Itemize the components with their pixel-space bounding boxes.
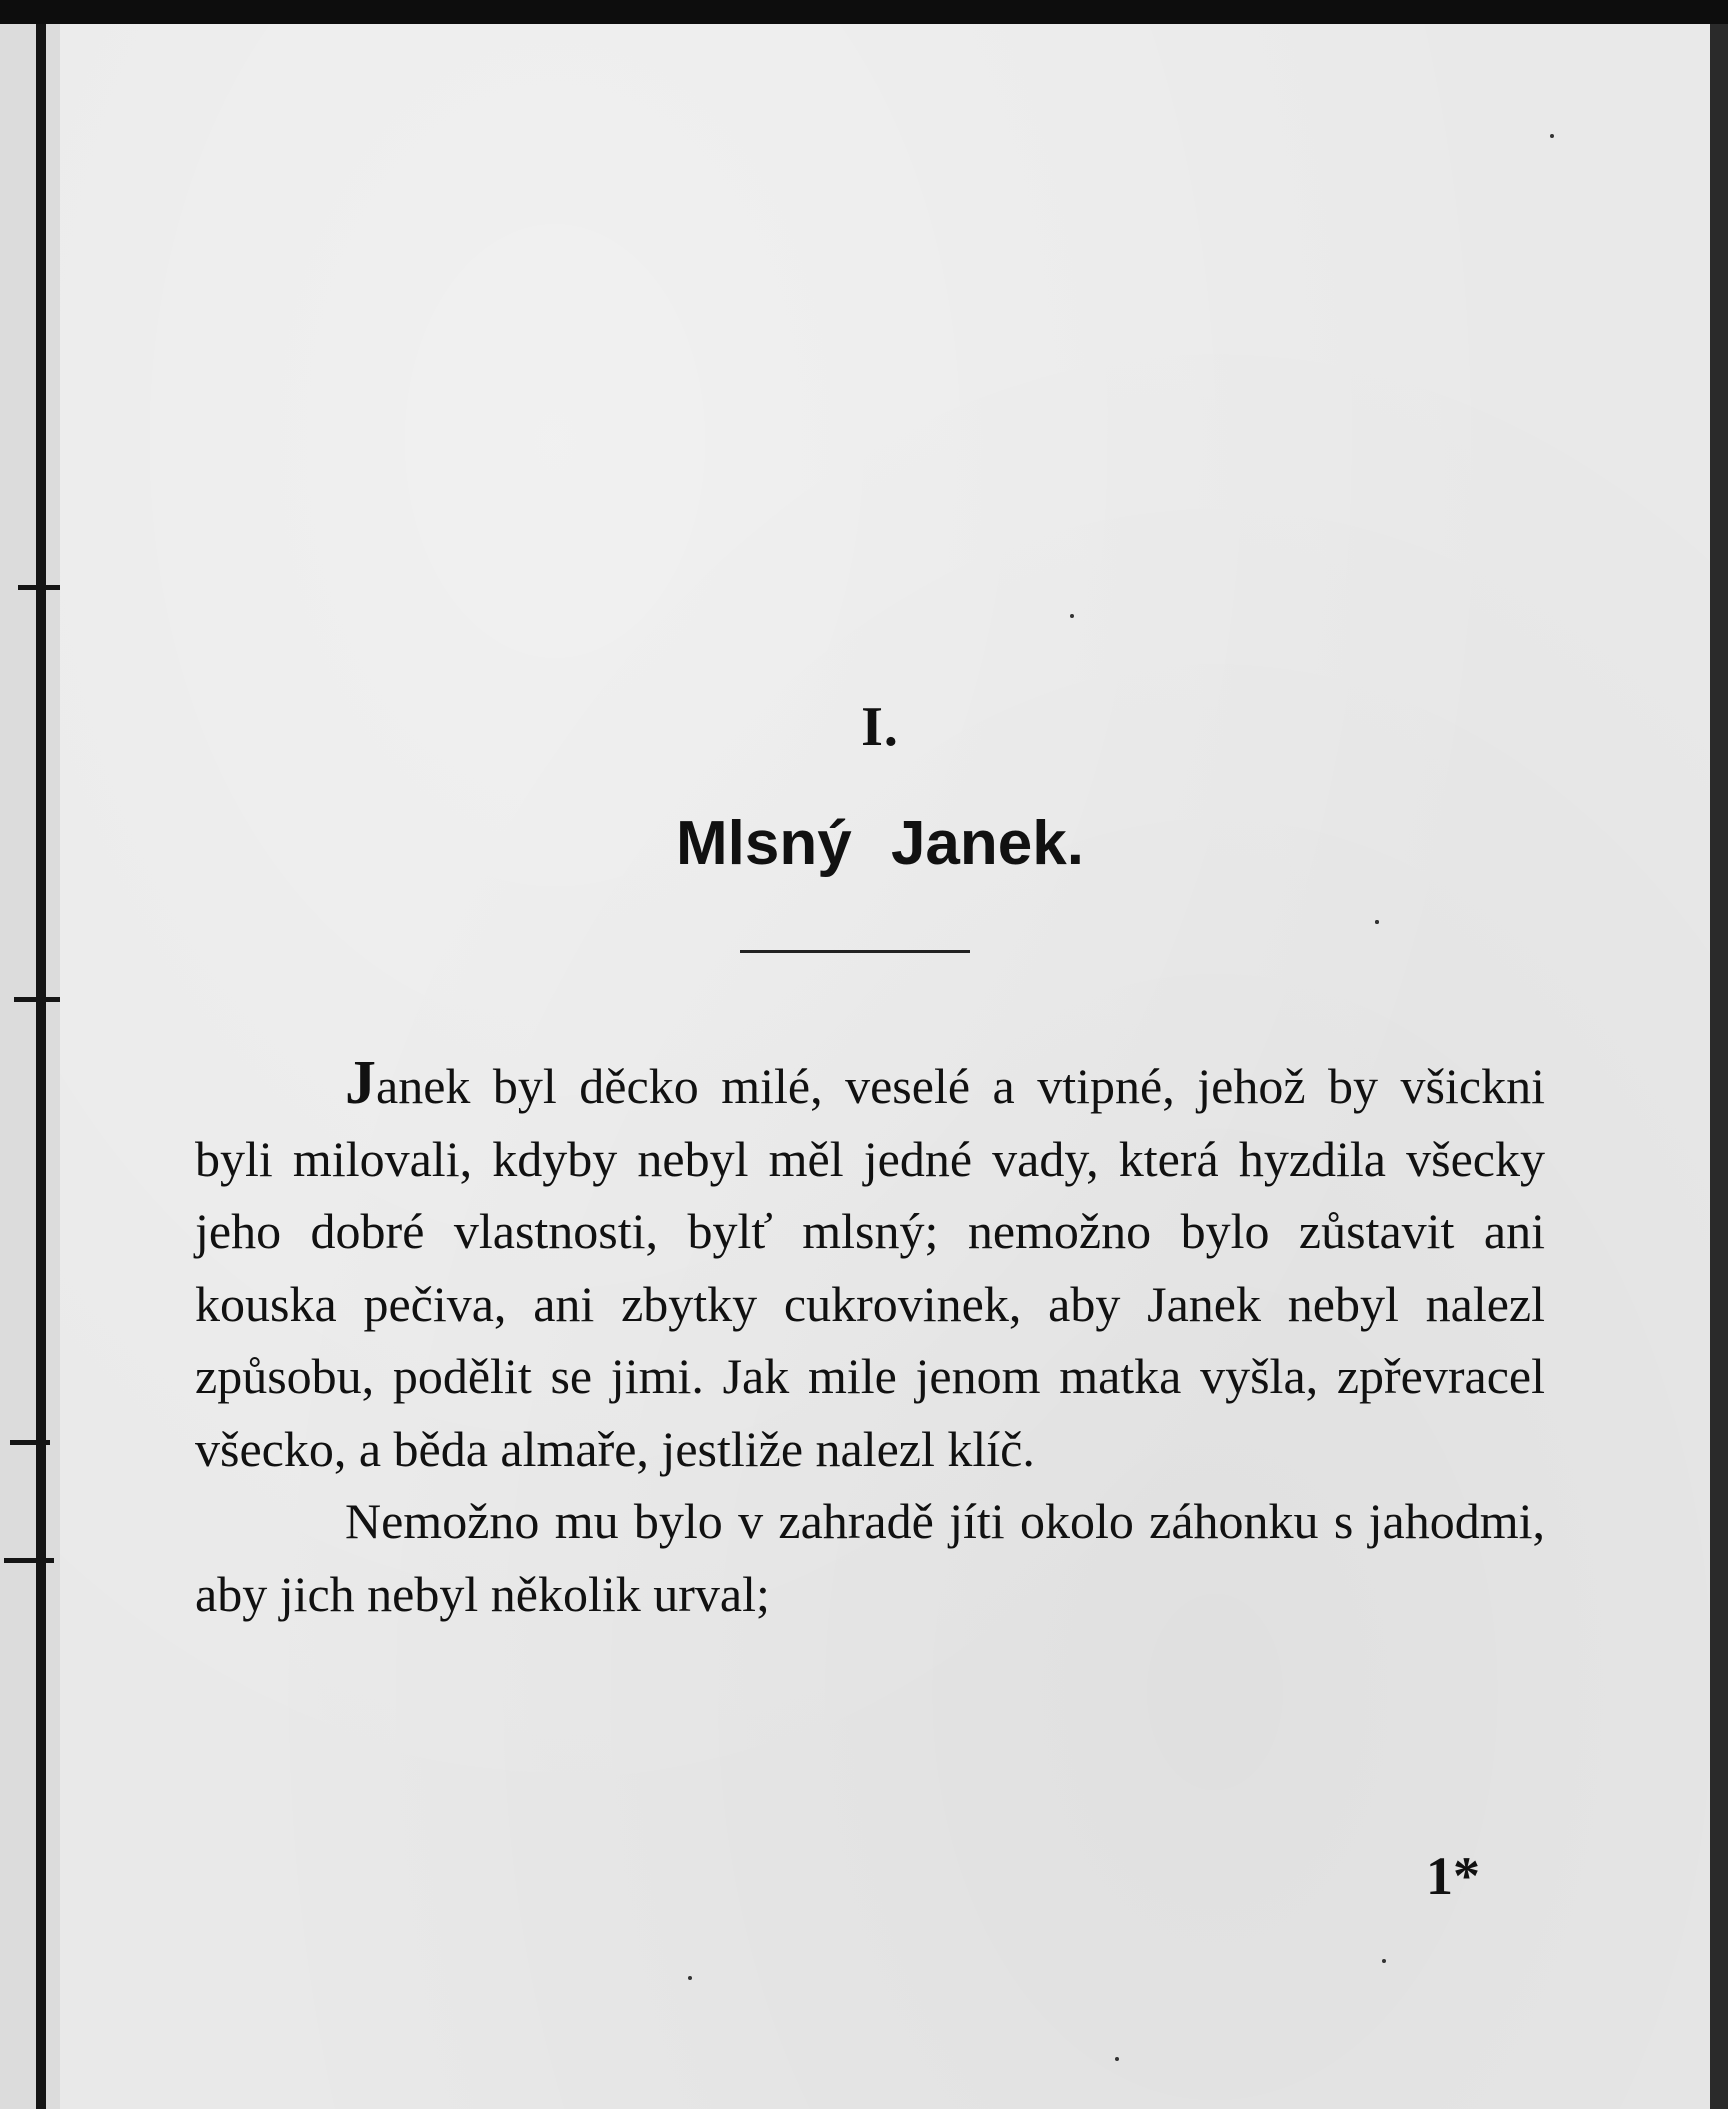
paragraph-1-text: anek byl děcko milé, veselé a vtipné, jehož by všickni byli milovali, kdyby nebyl měl jedné vady, která hyzdila všecky jeho dobré vlastnosti, bylť mlsný; nemožno bylo zůstavit ani kouska pečiva, ani zbytky cukrovinek, aby Janek nebyl nalezl způsobu, podělit se jimi. Jak mile jenom matka vyšla, zpřevracel všecko, a běda almaře, jestliže nalezl klíč. [195, 1058, 1545, 1477]
signature-mark: 1* [1426, 1846, 1480, 1906]
paragraph-1 [195, 1050, 1545, 1485]
binding-tick [18, 585, 60, 590]
title-divider [740, 950, 970, 953]
chapter-title: Mlsný Janek. [676, 809, 1084, 878]
binding-rule [36, 24, 46, 2109]
paragraph-2: Nemožno mu bylo v zahradě jíti okolo záhonku s jahodmi, aby jich nebyl několik urval; [195, 1493, 1545, 1622]
top-dark-edge [0, 0, 1728, 24]
paper-speck [1550, 134, 1554, 138]
paper-speck [1382, 1959, 1386, 1963]
paragraph-initial: J [345, 1049, 376, 1117]
left-margin-strip [0, 24, 60, 2109]
chapter-number: I. [861, 696, 899, 758]
body-text [195, 1050, 1545, 1630]
binding-tick [10, 1440, 50, 1445]
binding-tick [4, 1558, 54, 1563]
binding-tick [14, 997, 60, 1002]
paper-speck [1070, 614, 1074, 618]
paper-speck [1115, 2057, 1119, 2061]
paper-speck [1375, 920, 1379, 924]
paper-speck [688, 1976, 692, 1980]
